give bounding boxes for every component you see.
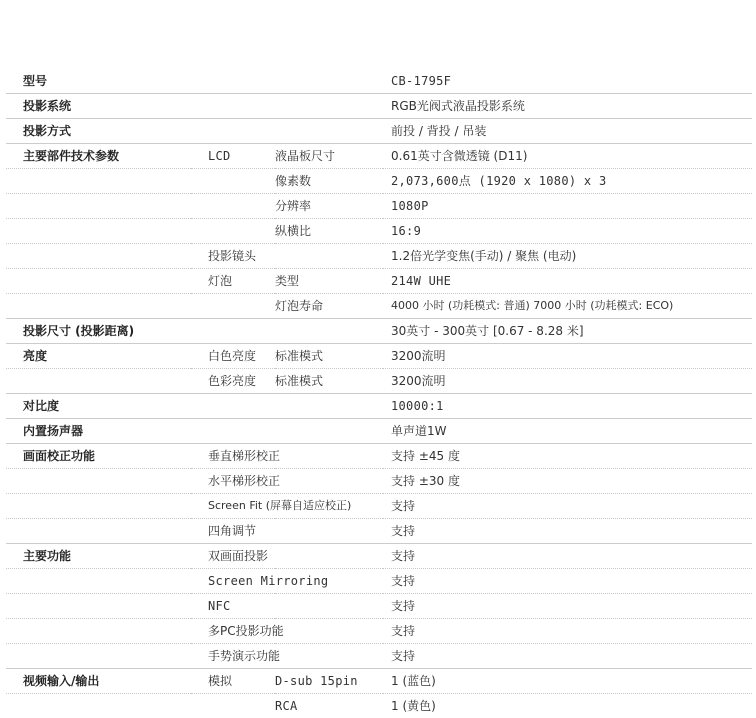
subcategory-cell: Screen Mirroring: [191, 569, 383, 594]
category-cell: [6, 619, 191, 644]
subcategory-cell: [191, 119, 275, 144]
value-cell: 支持 ±30 度: [383, 469, 752, 494]
subcategory-cell: 多PC投影功能: [191, 619, 383, 644]
category-cell: [6, 644, 191, 669]
spec-row-gesture: [6, 644, 752, 669]
spec-row-nfc: [6, 594, 752, 619]
spec-row-screen-mirroring: [6, 569, 752, 594]
value-cell: 支持: [383, 619, 752, 644]
subcategory-cell: 灯泡: [191, 269, 275, 294]
category-cell: [6, 469, 191, 494]
subcategory-cell: [191, 694, 275, 718]
value-cell: 前投 / 背投 / 吊装: [383, 119, 752, 144]
spec-row-horizontal-keystone: [6, 469, 752, 494]
subcategory-cell: 投影镜头: [191, 244, 275, 269]
item-cell: 纵横比: [275, 219, 383, 244]
category-cell: 视频输入/输出: [6, 669, 191, 694]
value-cell: 1080P: [383, 194, 752, 219]
spec-row-color-brightness: [6, 369, 752, 394]
category-cell: 投影方式: [6, 119, 191, 144]
item-cell: 分辨率: [275, 194, 383, 219]
spec-table: [6, 69, 752, 718]
subcategory-cell: [191, 94, 275, 119]
subcategory-cell: 手势演示功能: [191, 644, 383, 669]
subcategory-cell: 双画面投影: [191, 544, 383, 569]
value-cell: 3200流明: [383, 369, 752, 394]
subcategory-cell: 水平梯形校正: [191, 469, 383, 494]
item-cell: [275, 319, 383, 344]
spec-row-model: [6, 69, 752, 94]
item-cell: [275, 94, 383, 119]
item-cell: [275, 69, 383, 94]
value-cell: 支持 ±45 度: [383, 444, 752, 469]
spec-row-projection-method: [6, 119, 752, 144]
value-cell: CB-1795F: [383, 69, 752, 94]
spec-row-aspect-ratio: [6, 219, 752, 244]
subcategory-cell: 四角调节: [191, 519, 383, 544]
value-cell: 4000 小时 (功耗模式: 普通) 7000 小时 (功耗模式: ECO): [383, 294, 752, 319]
category-cell: [6, 569, 191, 594]
item-cell: [275, 119, 383, 144]
category-cell: [6, 494, 191, 519]
item-cell: 液晶板尺寸: [275, 144, 383, 169]
category-cell: 投影尺寸 (投影距离): [6, 319, 191, 344]
value-cell: 0.61英寸含微透镜 (D11): [383, 144, 752, 169]
spec-row-resolution: [6, 194, 752, 219]
category-cell: 内置扬声器: [6, 419, 191, 444]
value-cell: 1 (黄色): [383, 694, 752, 718]
spec-row-lamp-type: [6, 269, 752, 294]
spec-row-projection-system: [6, 94, 752, 119]
category-cell: [6, 694, 191, 718]
value-cell: 支持: [383, 569, 752, 594]
item-cell: RCA: [275, 694, 383, 718]
subcategory-cell: [191, 419, 275, 444]
category-cell: [6, 519, 191, 544]
spec-row-contrast: [6, 394, 752, 419]
category-cell: 对比度: [6, 394, 191, 419]
spec-row-pixels: [6, 169, 752, 194]
subcategory-cell: [191, 319, 275, 344]
category-cell: 画面校正功能: [6, 444, 191, 469]
subcategory-cell: [191, 294, 275, 319]
value-cell: 3200流明: [383, 344, 752, 369]
item-cell: 类型: [275, 269, 383, 294]
subcategory-cell: [191, 169, 275, 194]
value-cell: 214W UHE: [383, 269, 752, 294]
spec-row-analog-rca: [6, 694, 752, 718]
spec-row-corner-adjust: [6, 519, 752, 544]
category-cell: 亮度: [6, 344, 191, 369]
value-cell: 10000:1: [383, 394, 752, 419]
value-cell: 16:9: [383, 219, 752, 244]
item-cell: D-sub 15pin: [275, 669, 383, 694]
category-cell: [6, 269, 191, 294]
subcategory-cell: [191, 69, 275, 94]
spec-row-projection-size: [6, 319, 752, 344]
spec-row-vertical-keystone: [6, 444, 752, 469]
subcategory-cell: Screen Fit (屏幕自适应校正): [191, 494, 383, 519]
category-cell: 主要部件技术参数: [6, 144, 191, 169]
item-cell: 灯泡寿命: [275, 294, 383, 319]
subcategory-cell: 色彩亮度: [191, 369, 275, 394]
item-cell: [275, 244, 383, 269]
item-cell: 像素数: [275, 169, 383, 194]
value-cell: 单声道1W: [383, 419, 752, 444]
subcategory-cell: 垂直梯形校正: [191, 444, 383, 469]
category-cell: 主要功能: [6, 544, 191, 569]
category-cell: [6, 194, 191, 219]
spec-row-analog-dsub: [6, 669, 752, 694]
item-cell: [275, 419, 383, 444]
subcategory-cell: NFC: [191, 594, 383, 619]
category-cell: [6, 594, 191, 619]
category-cell: 投影系统: [6, 94, 191, 119]
value-cell: 支持: [383, 544, 752, 569]
spec-row-speaker: [6, 419, 752, 444]
subcategory-cell: [191, 194, 275, 219]
value-cell: RGB光阀式液晶投影系统: [383, 94, 752, 119]
value-cell: 1 (蓝色): [383, 669, 752, 694]
item-cell: [275, 394, 383, 419]
spec-row-lens: [6, 244, 752, 269]
subcategory-cell: 模拟: [191, 669, 275, 694]
subcategory-cell: [191, 394, 275, 419]
spec-row-multi-pc: [6, 619, 752, 644]
value-cell: 支持: [383, 594, 752, 619]
value-cell: 30英寸 - 300英寸 [0.67 - 8.28 米]: [383, 319, 752, 344]
spec-row-screen-fit: [6, 494, 752, 519]
subcategory-cell: [191, 219, 275, 244]
category-cell: [6, 219, 191, 244]
subcategory-cell: LCD: [191, 144, 275, 169]
value-cell: 1.2倍光学变焦(手动) / 聚焦 (电动): [383, 244, 752, 269]
value-cell: 支持: [383, 519, 752, 544]
spec-row-lcd-panel-size: [6, 144, 752, 169]
spec-row-lamp-life: [6, 294, 752, 319]
category-cell: [6, 169, 191, 194]
spec-row-split-screen: [6, 544, 752, 569]
subcategory-cell: 白色亮度: [191, 344, 275, 369]
category-cell: [6, 369, 191, 394]
value-cell: 支持: [383, 644, 752, 669]
item-cell: 标准模式: [275, 344, 383, 369]
value-cell: 2,073,600点 (1920 x 1080) x 3: [383, 169, 752, 194]
value-cell: 支持: [383, 494, 752, 519]
spec-row-white-brightness: [6, 344, 752, 369]
item-cell: 标准模式: [275, 369, 383, 394]
category-cell: 型号: [6, 69, 191, 94]
category-cell: [6, 244, 191, 269]
category-cell: [6, 294, 191, 319]
